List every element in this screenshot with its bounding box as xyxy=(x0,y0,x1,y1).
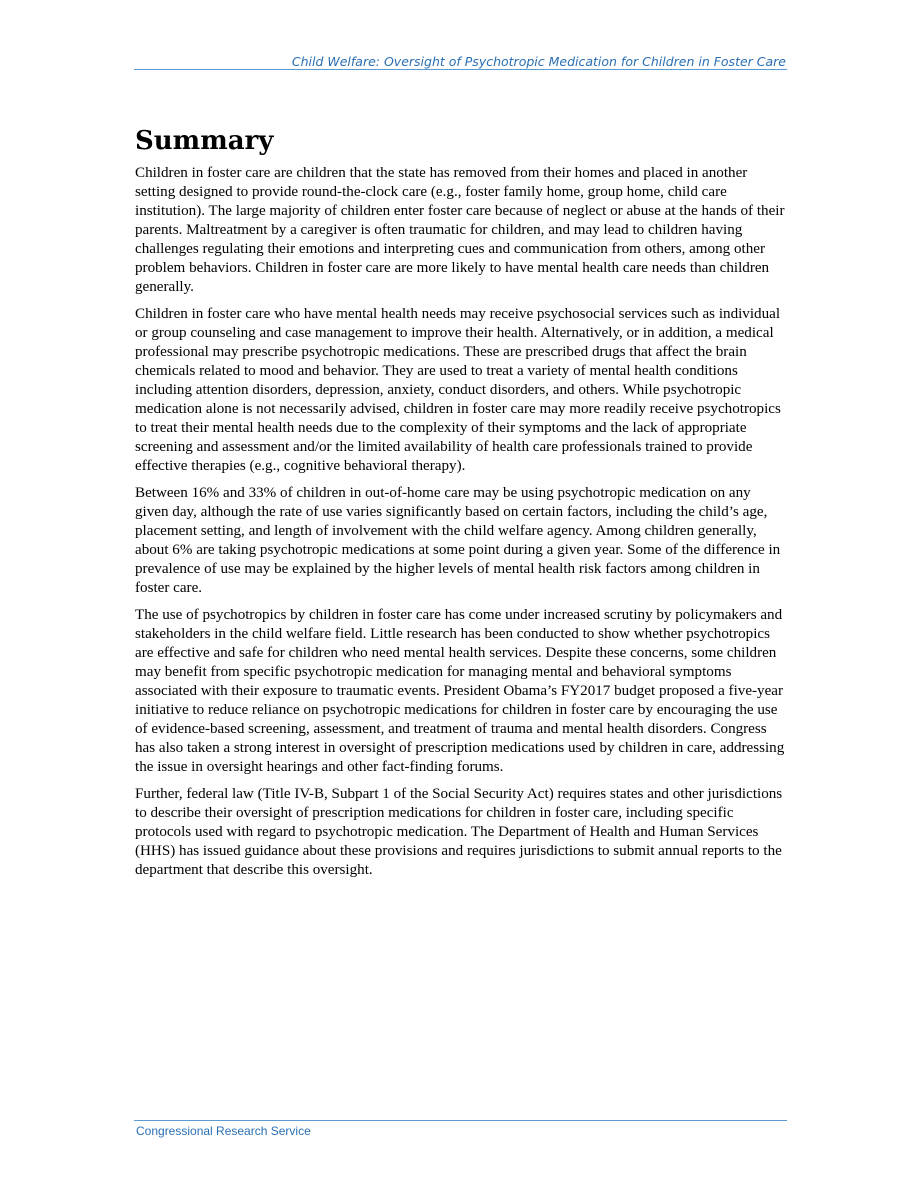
summary-section xyxy=(135,122,785,888)
running-footer: Congressional Research Service xyxy=(136,1124,311,1138)
summary-paragraph-2: Children in foster care who have mental health needs may receive psychosocial services such as individual or group counseling and case management to improve their health. Alternatively, or in addition, a medical professional may prescribe psychotropic medications. These are prescribed drugs that affect the brain chemicals related to mood and behavior. They are used to treat a variety of mental health conditions including attention disorders, depression, anxiety, conduct disorders, and others. While psychotropic medication alone is not necessarily advised, children in foster care may more readily receive psychotropics to treat their mental health needs due to the complexity of their symptoms and the lack of appropriate screening and assessment and/or the limited availability of health care professionals trained to provide effective therapies (e.g., cognitive behavioral therapy). xyxy=(135,306,781,474)
summary-paragraph-1: Children in foster care are children that the state has removed from their homes and placed in another setting designed to provide round-the-clock care (e.g., foster family home, group home, child care institution). The large majority of children enter foster care because of neglect or abuse at the hands of their parents. Maltreatment by a caregiver is often traumatic for children, and may lead to children having challenges regulating their emotions and interpreting cues and communication from others, among other problem behaviors. Children in foster care are more likely to have mental health care needs than children generally. xyxy=(135,165,785,295)
summary-paragraph-4: The use of psychotropics by children in foster care has come under increased scrutiny by policymakers and stakeholders in the child welfare field. Little research has been conducted to show whether psychotropics are effective and safe for children who need mental health services. Despite these concerns, some children may benefit from specific psychotropic medication for managing mental and behavioral symptoms associated with their exposure to traumatic events. President Obama’s FY2017 budget proposed a five-year initiative to reduce reliance on psychotropic medications for children in foster care by encouraging the use of evidence-based screening, assessment, and treatment of trauma and mental health disorders. Congress has also taken a strong interest in oversight of prescription medications used by children in care, addressing the issue in oversight hearings and other fact-finding forums. xyxy=(135,607,785,775)
header-divider xyxy=(134,69,787,70)
section-heading: Summary xyxy=(135,126,274,156)
summary-paragraph-3: Between 16% and 33% of children in out-of-home care may be using psychotropic medication on any given day, although the rate of use varies significantly based on certain factors, including the child’s age, placement setting, and length of involvement with the child welfare agency. Among children generally, about 6% are taking psychotropic medications at some point during a given year. Some of the difference in prevalence of use may be explained by the higher levels of mental health risk factors among children in foster care. xyxy=(135,485,781,596)
summary-paragraph-5: Further, federal law (Title IV-B, Subpart 1 of the Social Security Act) requires states and other jurisdictions to describe their oversight of prescription medications for children in foster care, including specific protocols used with regard to psychotropic medication. The Department of Health and Human Services (HHS) has issued guidance about these provisions and requires jurisdictions to submit annual reports to the department that describe this oversight. xyxy=(135,786,783,878)
footer-divider xyxy=(134,1120,787,1121)
running-header: Child Welfare: Oversight of Psychotropic Medication for Children in Foster Care xyxy=(291,54,786,69)
